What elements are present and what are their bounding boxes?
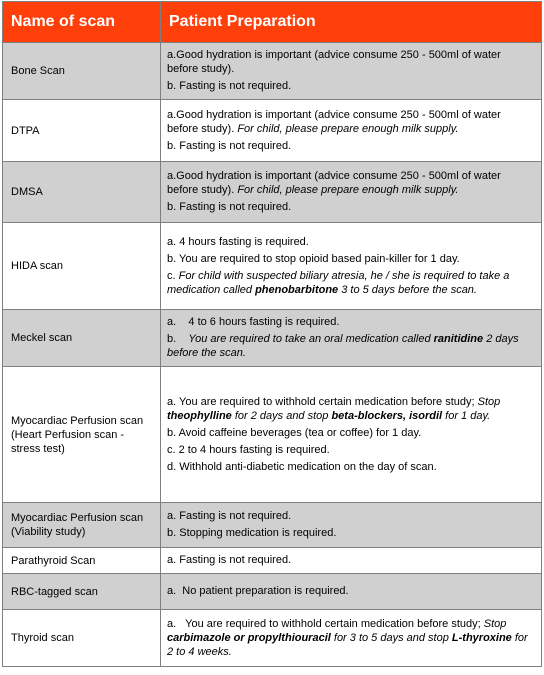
preparation-text: b.: [167, 333, 189, 345]
preparation-text: a. Fasting is not required.: [167, 510, 292, 522]
scan-name: DTPA: [3, 100, 161, 162]
preparation-item: [167, 48, 535, 76]
preparation-item: [167, 252, 535, 266]
scan-name: Parathyroid Scan: [3, 548, 161, 574]
preparation-text: phenobarbitone: [255, 283, 339, 296]
preparation-text: a. You are required to withhold certain medication before study;: [167, 395, 478, 408]
table-row: [3, 503, 542, 548]
preparation-text: a.Good hydration is important (advice consume 250 - 500ml of water before study).: [167, 170, 504, 196]
preparation-item: [167, 139, 535, 153]
preparation-cell: [161, 310, 542, 367]
preparation-cell: [161, 367, 542, 503]
scan-name: Myocardiac Perfusion scan (Viability study): [3, 503, 161, 548]
scan-name: Bone Scan: [3, 43, 161, 100]
table-body: [3, 43, 542, 667]
preparation-item: [167, 460, 535, 474]
preparation-text: ranitidine: [433, 333, 484, 345]
preparation-text: b. Fasting is not required.: [167, 201, 292, 213]
preparation-item: [167, 79, 535, 93]
scan-name: RBC-tagged scan: [3, 574, 161, 610]
preparation-text: L-thyroxine: [451, 631, 512, 644]
header-name-of-scan: Name of scan: [3, 2, 161, 43]
preparation-text: for 2 days and stop: [231, 409, 332, 422]
preparation-cell: [161, 574, 542, 610]
preparation-text: a. 4 to 6 hours fasting is required.: [167, 316, 340, 328]
preparation-text: b. Avoid caffeine beverages (tea or coffee) for 1 day.: [167, 426, 422, 439]
preparation-text: d. Withhold anti-diabetic medication on the day of scan.: [167, 460, 437, 473]
preparation-cell: [161, 43, 542, 100]
preparation-item: [167, 235, 535, 249]
preparation-text: Stop: [477, 395, 504, 408]
preparation-cell: [161, 503, 542, 548]
header-row: [3, 2, 542, 43]
preparation-item: [167, 526, 535, 540]
preparation-text: a. No patient preparation is required.: [167, 585, 349, 597]
scan-name: Myocardiac Perfusion scan (Heart Perfusion scan - stress test): [3, 367, 161, 503]
preparation-text: for 3 to 5 days and stop: [330, 631, 452, 644]
scan-preparation-table: [2, 1, 542, 667]
preparation-text: beta-blockers, isordil: [331, 409, 443, 422]
preparation-item: [167, 443, 535, 457]
preparation-item: [167, 426, 535, 440]
preparation-item: [167, 617, 535, 659]
preparation-item: [167, 332, 535, 360]
preparation-text: b. Fasting is not required.: [167, 80, 292, 92]
preparation-cell: [161, 162, 542, 223]
preparation-cell: [161, 100, 542, 162]
preparation-cell: [161, 223, 542, 310]
preparation-cell: [161, 548, 542, 574]
table-row: [3, 223, 542, 310]
preparation-text: b. Stopping medication is required.: [167, 527, 337, 539]
scan-name: DMSA: [3, 162, 161, 223]
preparation-text: For child, please prepare enough milk supply.: [237, 184, 459, 196]
table-row: [3, 548, 542, 574]
table-row: [3, 162, 542, 223]
preparation-text: For child, please prepare enough milk supply.: [237, 122, 459, 135]
preparation-text: a.Good hydration is important (advice consume 250 - 500ml of water before study).: [167, 108, 504, 135]
scan-name: Thyroid scan: [3, 610, 161, 667]
preparation-item: [167, 395, 535, 423]
preparation-item: [167, 584, 535, 598]
preparation-text: b. You are required to stop opioid based pain-killer for 1 day.: [167, 252, 460, 265]
preparation-item: [167, 269, 535, 297]
preparation-text: theophylline: [167, 409, 232, 422]
preparation-text: carbimazole or propylthiouracil: [167, 631, 331, 644]
preparation-text: a. You are required to withhold certain medication before study;: [167, 617, 484, 630]
preparation-cell: [161, 610, 542, 667]
preparation-text: a. Fasting is not required.: [167, 554, 292, 566]
preparation-text: c.: [167, 269, 179, 282]
scan-name: Meckel scan: [3, 310, 161, 367]
header-patient-preparation: Patient Preparation: [161, 2, 542, 43]
preparation-text: a.Good hydration is important (advice consume 250 - 500ml of water before study).: [167, 49, 504, 75]
table-row: [3, 310, 542, 367]
preparation-text: a. 4 hours fasting is required.: [167, 235, 309, 248]
table-row: [3, 574, 542, 610]
preparation-text: 3 to 5 days before the scan.: [338, 283, 477, 296]
table-row: [3, 43, 542, 100]
preparation-item: [167, 315, 535, 329]
table-row: [3, 367, 542, 503]
table-row: [3, 610, 542, 667]
preparation-text: 2 days before the scan.: [167, 333, 522, 359]
preparation-text: Stop: [483, 617, 510, 630]
preparation-text: for 2 to 4 weeks.: [167, 631, 531, 658]
scan-name: HIDA scan: [3, 223, 161, 310]
table-row: [3, 100, 542, 162]
preparation-item: [167, 200, 535, 214]
preparation-text: You are required to take an oral medication called: [188, 333, 434, 345]
preparation-item: [167, 169, 535, 197]
preparation-text: b. Fasting is not required.: [167, 139, 292, 152]
preparation-item: [167, 108, 535, 136]
preparation-item: [167, 553, 535, 567]
preparation-text: for 1 day.: [442, 409, 491, 422]
preparation-item: [167, 509, 535, 523]
preparation-text: c. 2 to 4 hours fasting is required.: [167, 443, 330, 456]
preparation-text: For child with suspected biliary atresia, he / she is required to take a medication called: [167, 269, 513, 296]
